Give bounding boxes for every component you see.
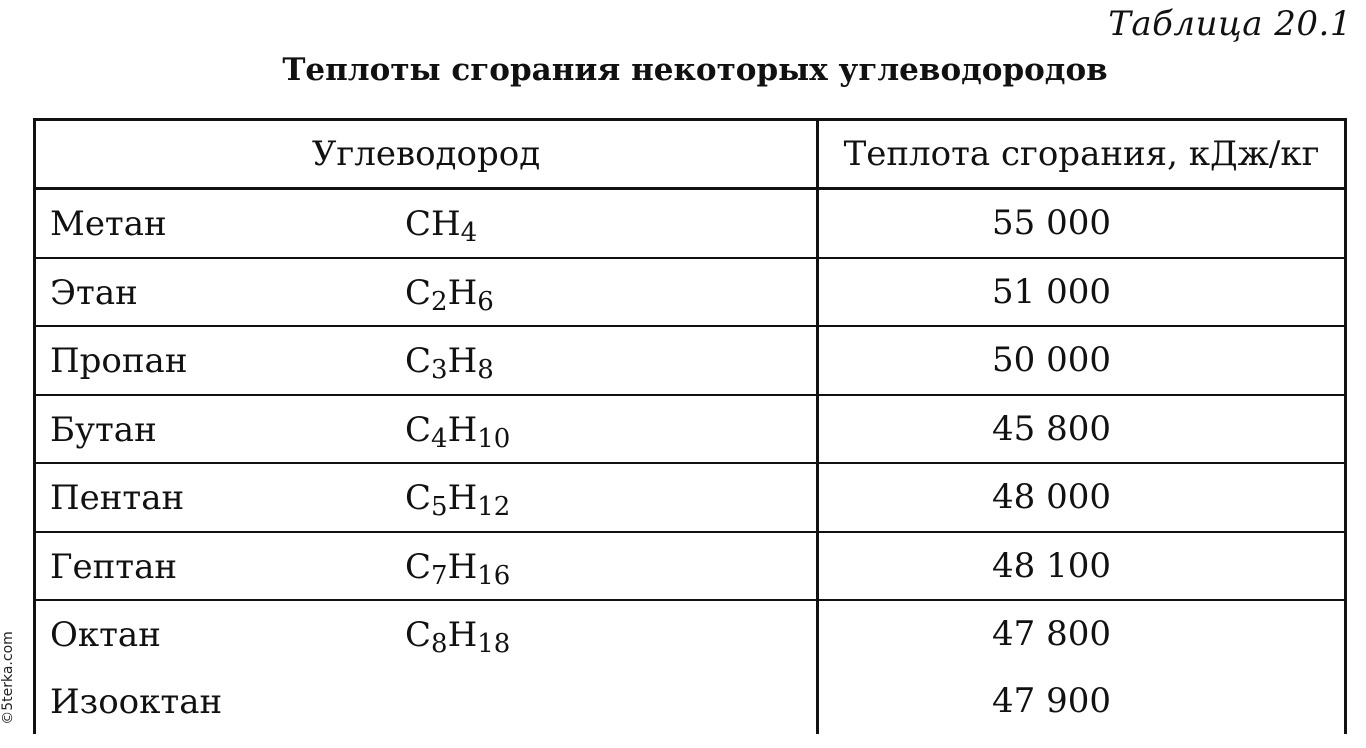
chemical-formula — [405, 204, 478, 249]
heat-value: 45 800 — [818, 395, 1346, 464]
formula-subscript: 2 — [431, 286, 448, 317]
formula-element: H — [447, 272, 478, 313]
formula-subscript: 5 — [431, 492, 448, 523]
formula-element: C — [405, 478, 432, 519]
hydrocarbon-name: Пентан — [50, 478, 185, 519]
heat-value: 55 000 — [818, 189, 1346, 258]
hydrocarbon-name: Пропан — [50, 341, 188, 382]
table-row — [35, 189, 1346, 258]
heat-value: 48 100 — [818, 532, 1346, 601]
formula-element: H — [447, 546, 478, 587]
table-body — [35, 189, 1346, 735]
hydrocarbon-cell — [35, 532, 818, 601]
watermark: ©5terka.com — [0, 631, 16, 725]
formula-subscript: 16 — [477, 560, 511, 591]
header-row — [35, 120, 1346, 189]
chemical-formula — [405, 409, 511, 454]
formula-subscript: 10 — [477, 423, 511, 454]
heat-value: 50 000 — [818, 326, 1346, 395]
formula-element: C — [405, 341, 432, 382]
formula-subscript: 8 — [431, 629, 448, 660]
hydrocarbon-cell — [35, 189, 818, 258]
formula-subscript: 18 — [477, 629, 511, 660]
header-hydrocarbon: Углеводород — [35, 120, 818, 189]
formula-subscript: 7 — [431, 560, 448, 591]
formula-element: H — [447, 341, 478, 382]
formula-element: H — [447, 615, 478, 656]
table-row — [35, 326, 1346, 395]
chemical-formula — [405, 272, 494, 317]
heat-value: 51 000 — [818, 258, 1346, 327]
table-row — [35, 395, 1346, 464]
hydrocarbon-name: Бутан — [50, 409, 157, 450]
hydrocarbon-name: Изооктан — [50, 681, 223, 722]
table-row — [35, 668, 1346, 735]
table-row — [35, 600, 1346, 668]
table-row — [35, 532, 1346, 601]
hydrocarbon-cell — [35, 395, 818, 464]
hydrocarbon-cell — [35, 668, 818, 735]
heat-value: 47 900 — [992, 680, 1111, 721]
hydrocarbon-name: Октан — [50, 615, 161, 656]
hydrocarbon-cell — [35, 258, 818, 327]
formula-element: C — [405, 546, 432, 587]
table-number: Таблица 20.1 — [1108, 4, 1352, 44]
hydrocarbon-name: Этан — [50, 272, 138, 313]
hydrocarbon-cell — [35, 463, 818, 532]
table-title: Теплоты сгорания некоторых углеводородов — [282, 52, 1108, 88]
formula-element: C — [405, 409, 432, 450]
chemical-formula — [405, 546, 511, 591]
heat-of-combustion-table — [33, 118, 1347, 734]
chemical-formula — [405, 341, 494, 386]
formula-element: H — [447, 478, 478, 519]
table-row — [35, 463, 1346, 532]
chemical-formula — [405, 478, 511, 523]
formula-element: C — [405, 272, 432, 313]
chemical-formula — [405, 615, 511, 660]
formula-subscript: 4 — [431, 423, 448, 454]
formula-subscript: 6 — [477, 286, 494, 317]
formula-subscript: 8 — [477, 355, 494, 386]
table-row — [35, 258, 1346, 327]
hydrocarbon-name: Метан — [50, 204, 167, 245]
header-heat: Теплота сгорания, кДж/кг — [818, 120, 1346, 189]
heat-value: 47 800 — [992, 614, 1111, 655]
formula-subscript: 4 — [460, 218, 478, 249]
hydrocarbon-name: Гептан — [50, 546, 178, 587]
formula-element: C — [405, 615, 432, 656]
hydrocarbon-cell — [35, 326, 818, 395]
hydrocarbon-cell — [35, 600, 818, 668]
formula-element: H — [447, 409, 478, 450]
formula-element: CH — [405, 204, 461, 245]
heat-value: 48 000 — [818, 463, 1346, 532]
formula-subscript: 3 — [431, 355, 448, 386]
formula-subscript: 12 — [477, 492, 511, 523]
